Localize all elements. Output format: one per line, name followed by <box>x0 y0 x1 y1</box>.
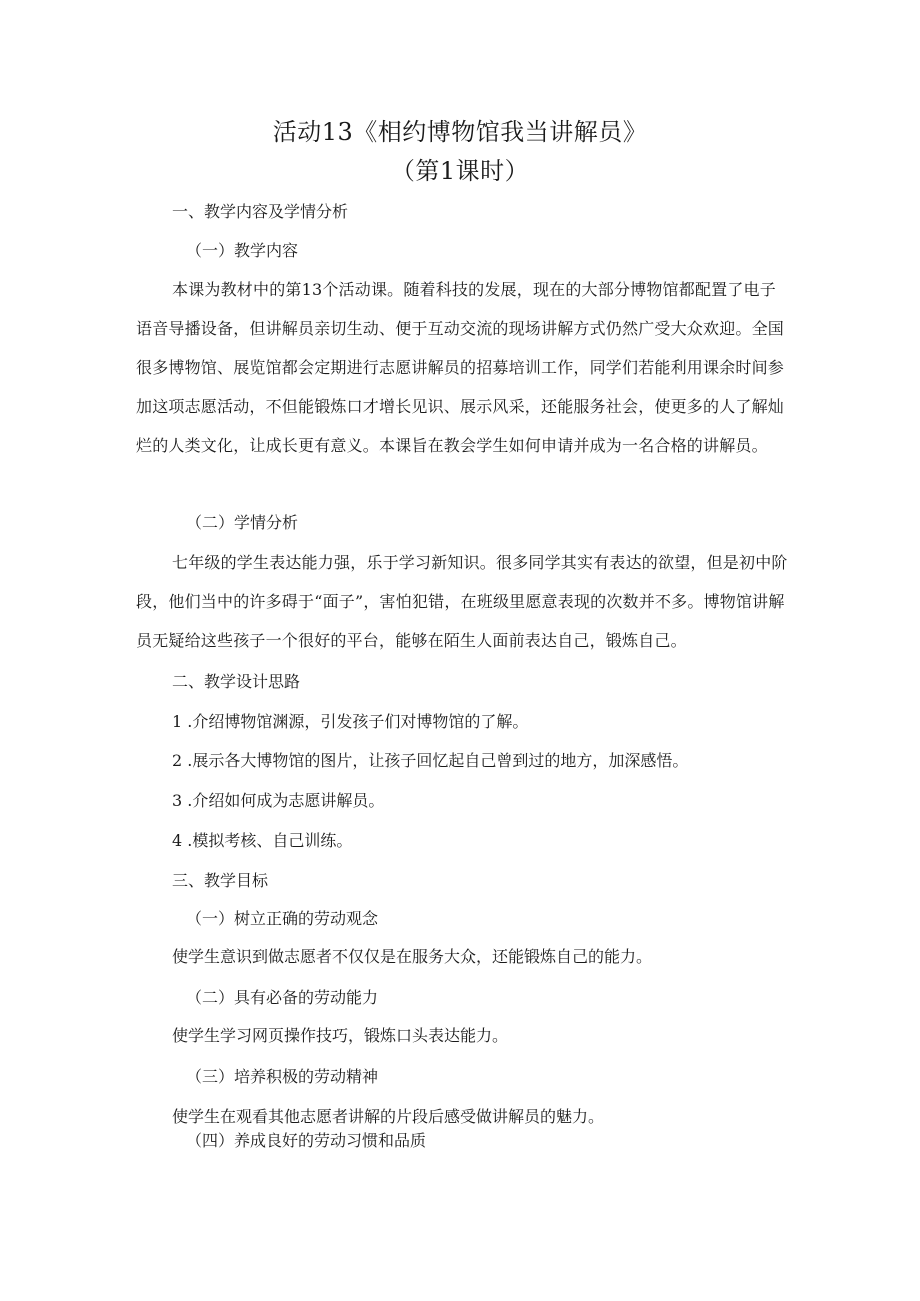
section-heading-design: 二、教学设计思路 <box>172 672 301 691</box>
paragraph-student-analysis: 七年级的学生表达能力强，乐于学习新知识。很多同学其实有表达的欲望，但是初中阶段，他们当中的许多碍于“面子”，害怕犯错，在班级里愿意表现的次数并不多。博物馆讲解员无疑给这些孩子一个很好的平台，能够在陌生人面前表达自己，锻炼自己。 <box>136 553 788 650</box>
design-item-1: 1 .介绍博物馆渊源，引发孩子们对博物馆的了解。 <box>172 712 529 731</box>
document-subtitle: （第1课时） <box>390 157 530 185</box>
subheading-teaching-content: （一）教学内容 <box>186 241 299 260</box>
goal-1-text: 使学生意识到做志愿者不仅仅是在服务大众，还能锻炼自己的能力。 <box>172 947 653 966</box>
subheading-student-analysis: （二）学情分析 <box>186 513 299 532</box>
goal-2-text: 使学生学习网页操作技巧，锻炼口头表达能力。 <box>172 1026 509 1045</box>
design-item-4: 4 .模拟考核、自己训练。 <box>172 831 353 850</box>
document-title: 活动13《相约博物馆我当讲解员》 <box>272 118 648 146</box>
goal-3-heading: （三）培养积极的劳动精神 <box>186 1067 379 1086</box>
section-heading-goals: 三、教学目标 <box>172 871 269 890</box>
section-heading-content-analysis: 一、教学内容及学情分析 <box>172 202 349 221</box>
design-item-2: 2 .展示各大博物馆的图片，让孩子回忆起自己曾到过的地方，加深感悟。 <box>172 751 689 770</box>
goal-4-heading: （四）养成良好的劳动习惯和品质 <box>186 1131 427 1150</box>
paragraph-teaching-content: 本课为教材中的第13个活动课。随着科技的发展，现在的大部分博物馆都配置了电子语音导播设备，但讲解员亲切生动、便于互动交流的现场讲解方式仍然广受大众欢迎。全国很多博物馆、展览馆都会定期进行志愿讲解员的招募培训工作，同学们若能利用课余时间参加这项志愿活动，不但能锻炼口才增长见识、展示风采，还能服务社会，使更多的人了解灿烂的人类文化，让成长更有意义。本课旨在教会学生如何申请并成为一名合格的讲解员。 <box>136 280 785 455</box>
design-item-3: 3 .介绍如何成为志愿讲解员。 <box>172 791 385 810</box>
goal-1-heading: （一）树立正确的劳动观念 <box>186 909 379 928</box>
goal-3-text: 使学生在观看其他志愿者讲解的片段后感受做讲解员的魅力。 <box>172 1107 605 1126</box>
goal-2-heading: （二）具有必备的劳动能力 <box>186 988 379 1007</box>
